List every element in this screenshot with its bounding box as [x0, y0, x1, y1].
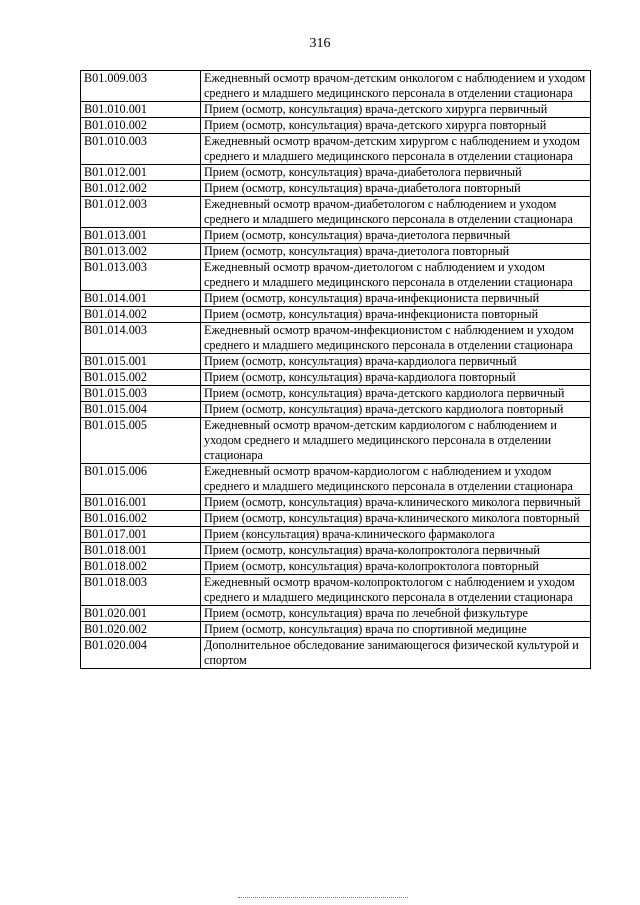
service-name-cell: Ежедневный осмотр врачом-инфекционистом с наблюдением и уходом среднего и младшего медицинского персонала в отделении стационара	[201, 323, 591, 354]
service-code-cell: B01.015.004	[81, 402, 201, 418]
service-code-cell: B01.010.002	[81, 118, 201, 134]
service-code-cell: B01.012.002	[81, 181, 201, 197]
table-row	[81, 575, 591, 606]
table-row	[81, 354, 591, 370]
table-row	[81, 307, 591, 323]
service-code-cell: B01.014.003	[81, 323, 201, 354]
table-row	[81, 495, 591, 511]
service-name-cell: Прием (осмотр, консультация) врача-клинического миколога первичный	[201, 495, 591, 511]
service-code-cell: B01.015.003	[81, 386, 201, 402]
table-row	[81, 638, 591, 669]
table-row	[81, 559, 591, 575]
service-code-cell: B01.020.001	[81, 606, 201, 622]
service-code-cell: B01.020.002	[81, 622, 201, 638]
service-name-cell: Прием (осмотр, консультация) врача-детского кардиолога повторный	[201, 402, 591, 418]
service-code-cell: B01.013.001	[81, 228, 201, 244]
table-row	[81, 323, 591, 354]
table-row	[81, 181, 591, 197]
service-code-cell: B01.014.002	[81, 307, 201, 323]
service-code-cell: B01.009.003	[81, 71, 201, 102]
service-code-cell: B01.012.003	[81, 197, 201, 228]
table-row	[81, 511, 591, 527]
service-code-cell: B01.015.001	[81, 354, 201, 370]
service-name-cell: Прием (осмотр, консультация) врача-колопроктолога повторный	[201, 559, 591, 575]
service-code-cell: B01.015.006	[81, 464, 201, 495]
service-name-cell: Ежедневный осмотр врачом-кардиологом с наблюдением и уходом среднего и младшего медицинского персонала в отделении стационара	[201, 464, 591, 495]
service-name-cell: Дополнительное обследование занимающегося физической культурой и спортом	[201, 638, 591, 669]
table-row	[81, 71, 591, 102]
page-number: 316	[309, 36, 331, 51]
service-code-cell: B01.010.001	[81, 102, 201, 118]
table-row	[81, 543, 591, 559]
service-name-cell: Прием (осмотр, консультация) врача-инфекциониста первичный	[201, 291, 591, 307]
service-name-cell: Прием (осмотр, консультация) врача-инфекциониста повторный	[201, 307, 591, 323]
service-code-cell: B01.018.003	[81, 575, 201, 606]
service-code-cell: B01.020.004	[81, 638, 201, 669]
table-row	[81, 370, 591, 386]
service-code-cell: B01.018.002	[81, 559, 201, 575]
table-row	[81, 244, 591, 260]
table-row	[81, 102, 591, 118]
service-name-cell: Ежедневный осмотр врачом-диабетологом с наблюдением и уходом среднего и младшего медицинского персонала в отделении стационара	[201, 197, 591, 228]
table-row	[81, 165, 591, 181]
service-name-cell: Прием (осмотр, консультация) врача-детского хирурга первичный	[201, 102, 591, 118]
service-name-cell: Ежедневный осмотр врачом-диетологом с наблюдением и уходом среднего и младшего медицинского персонала в отделении стационара	[201, 260, 591, 291]
scan-artifact-line	[238, 897, 408, 898]
table-row	[81, 291, 591, 307]
service-code-cell: B01.016.001	[81, 495, 201, 511]
service-name-cell: Прием (осмотр, консультация) врача по спортивной медицине	[201, 622, 591, 638]
service-name-cell: Ежедневный осмотр врачом-детским онкологом с наблюдением и уходом среднего и младшего медицинского персонала в отделении стационара	[201, 71, 591, 102]
service-code-cell: B01.017.001	[81, 527, 201, 543]
table-row	[81, 260, 591, 291]
service-name-cell: Прием (осмотр, консультация) врача-детского хирурга повторный	[201, 118, 591, 134]
service-name-cell: Прием (осмотр, консультация) врача-колопроктолога первичный	[201, 543, 591, 559]
service-name-cell: Ежедневный осмотр врачом-детским хирургом с наблюдением и уходом среднего и младшего медицинского персонала в отделении стационара	[201, 134, 591, 165]
table-row	[81, 622, 591, 638]
service-code-cell: B01.015.005	[81, 418, 201, 464]
table-row	[81, 418, 591, 464]
service-name-cell: Прием (осмотр, консультация) врача-кардиолога первичный	[201, 354, 591, 370]
services-table	[80, 70, 591, 669]
service-code-cell: B01.016.002	[81, 511, 201, 527]
table-row	[81, 464, 591, 495]
service-code-cell: B01.018.001	[81, 543, 201, 559]
service-name-cell: Прием (осмотр, консультация) врача-диетолога первичный	[201, 228, 591, 244]
service-code-cell: B01.014.001	[81, 291, 201, 307]
table-row	[81, 118, 591, 134]
table-row	[81, 197, 591, 228]
table-row	[81, 527, 591, 543]
service-name-cell: Прием (осмотр, консультация) врача-диетолога повторный	[201, 244, 591, 260]
table-row	[81, 228, 591, 244]
service-code-cell: B01.010.003	[81, 134, 201, 165]
service-name-cell: Прием (осмотр, консультация) врача по лечебной физкультуре	[201, 606, 591, 622]
table-row	[81, 402, 591, 418]
table-row	[81, 134, 591, 165]
table-body	[81, 71, 591, 669]
service-code-cell: B01.013.003	[81, 260, 201, 291]
service-code-cell: B01.013.002	[81, 244, 201, 260]
service-name-cell: Прием (осмотр, консультация) врача-диабетолога повторный	[201, 181, 591, 197]
service-name-cell: Прием (осмотр, консультация) врача-кардиолога повторный	[201, 370, 591, 386]
service-name-cell: Прием (осмотр, консультация) врача-клинического миколога повторный	[201, 511, 591, 527]
table-row	[81, 606, 591, 622]
service-name-cell: Прием (консультация) врача-клинического фармаколога	[201, 527, 591, 543]
service-code-cell: B01.015.002	[81, 370, 201, 386]
service-code-cell: B01.012.001	[81, 165, 201, 181]
table-row	[81, 386, 591, 402]
service-name-cell: Ежедневный осмотр врачом-колопроктологом с наблюдением и уходом среднего и младшего медицинского персонала в отделении стационара	[201, 575, 591, 606]
service-name-cell: Прием (осмотр, консультация) врача-детского кардиолога первичный	[201, 386, 591, 402]
service-name-cell: Прием (осмотр, консультация) врача-диабетолога первичный	[201, 165, 591, 181]
service-name-cell: Ежедневный осмотр врачом-детским кардиологом с наблюдением и уходом среднего и младшего медицинского персонала в отделении стационара	[201, 418, 591, 464]
